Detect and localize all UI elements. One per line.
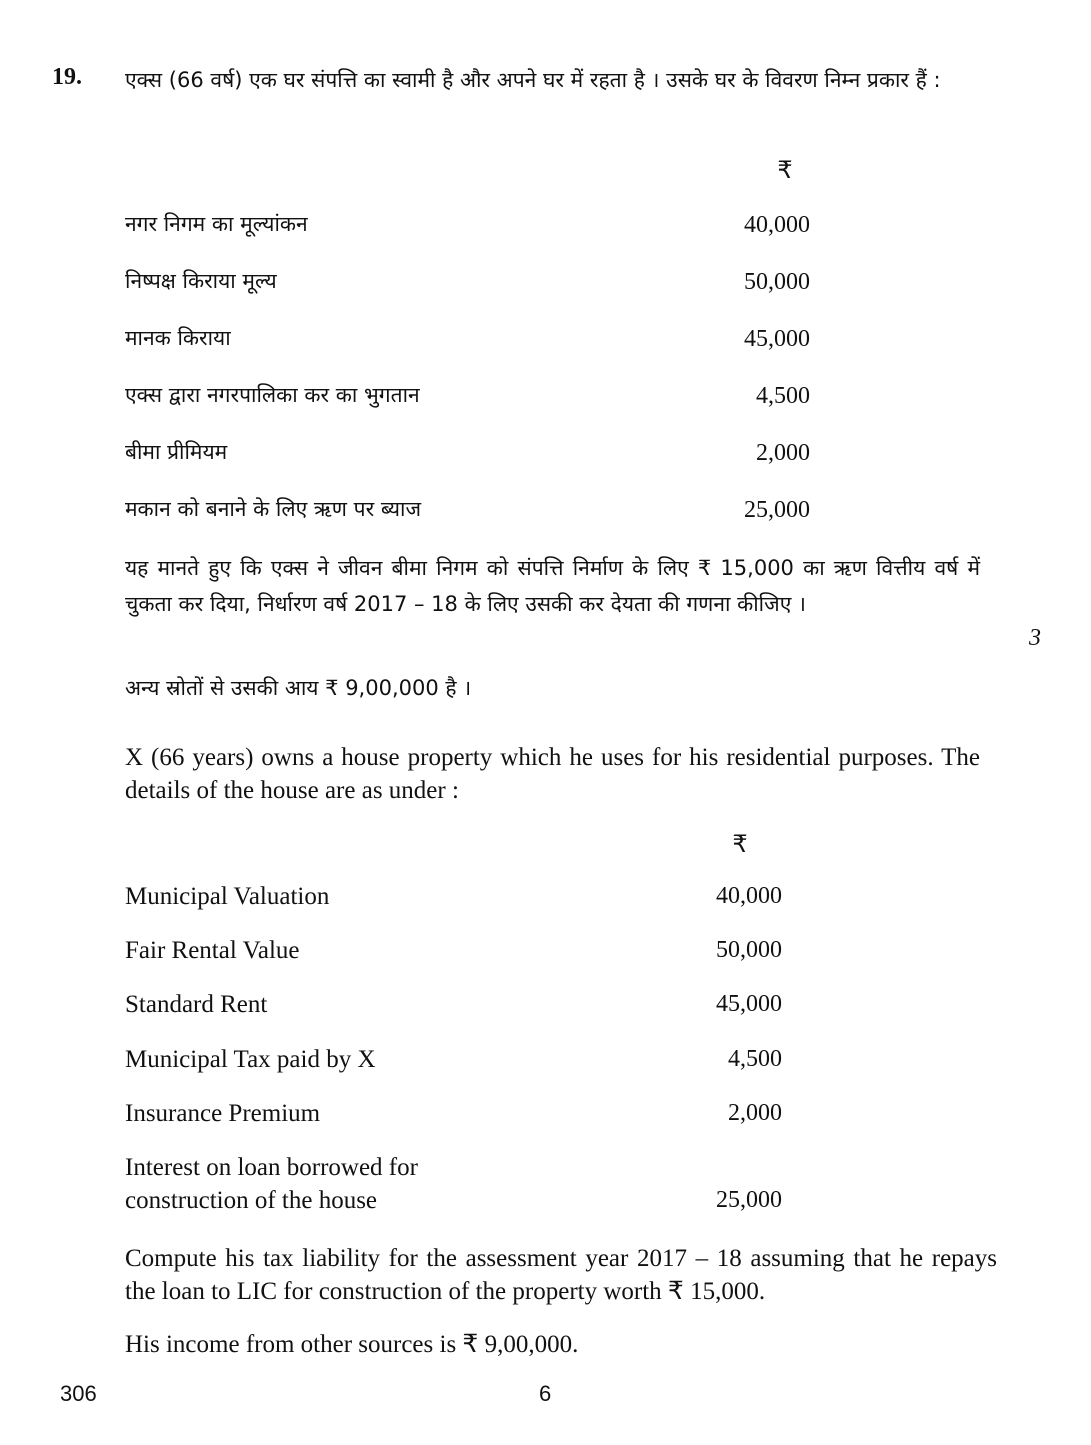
hindi-row-amount: 4,500 — [756, 383, 810, 409]
marks: 3 — [1029, 625, 1041, 651]
english-row-amount: 50,000 — [716, 937, 782, 963]
hindi-row-amount: 25,000 — [744, 497, 810, 523]
english-row-label: Insurance Premium — [125, 1100, 321, 1127]
english-intro: X (66 years) owns a house property which he uses for his residential purposes. The details of the house are as under : — [125, 744, 980, 804]
english-currency-header: ₹ — [732, 832, 748, 858]
hindi-row-label: एक्स द्वारा नगरपालिका कर का भुगतान — [125, 383, 420, 407]
english-row-label-continued: construction of the house — [125, 1187, 378, 1214]
hindi-row-label: नगर निगम का मूल्यांकन — [125, 212, 308, 236]
hindi-row-label: मकान को बनाने के लिए ऋण पर ब्याज — [125, 497, 422, 521]
hindi-row-label: बीमा प्रीमियम — [125, 440, 228, 464]
hindi-row-label: मानक किराया — [125, 326, 231, 350]
hindi-other-income: अन्य स्रोतों से उसकी आय ₹ 9,00,000 है । — [125, 676, 472, 700]
english-row-amount: 40,000 — [716, 883, 782, 909]
english-row-amount: 45,000 — [716, 991, 782, 1017]
page-number: 6 — [539, 1381, 552, 1406]
english-row-amount: 25,000 — [716, 1187, 782, 1213]
english-row-amount: 4,500 — [728, 1046, 782, 1072]
english-row-label: Municipal Valuation — [125, 883, 330, 910]
question-number: 19. — [52, 64, 82, 90]
paper-code: 306 — [60, 1381, 97, 1406]
english-row-label: Municipal Tax paid by X — [125, 1046, 376, 1073]
hindi-row-amount: 2,000 — [756, 440, 810, 466]
english-row-label: Standard Rent — [125, 991, 268, 1018]
english-other-income: His income from other sources is ₹ 9,00,000. — [125, 1331, 579, 1358]
hindi-question: यह मानते हुए कि एक्स ने जीवन बीमा निगम को संपत्ति निर्माण के लिए ₹ 15,000 का ऋण वित्तीय वर्ष में चुकता कर दिया, निर्धारण वर्ष 2017 – 18 के लिए उसकी कर देयता की गणना कीजिए । — [125, 556, 980, 616]
hindi-currency-header: ₹ — [777, 158, 793, 184]
hindi-row-amount: 50,000 — [744, 269, 810, 295]
hindi-row-label: निष्पक्ष किराया मूल्य — [125, 269, 277, 293]
hindi-row-amount: 40,000 — [744, 212, 810, 238]
english-row-label: Fair Rental Value — [125, 937, 300, 964]
english-row-label: Interest on loan borrowed for — [125, 1154, 418, 1181]
english-row-amount: 2,000 — [728, 1100, 782, 1126]
hindi-row-amount: 45,000 — [744, 326, 810, 352]
english-question: Compute his tax liability for the assessment year 2017 – 18 assuming that he repays the loan to LIC for construction of the property worth ₹ 15,000. — [125, 1245, 997, 1305]
hindi-intro: एक्स (66 वर्ष) एक घर संपत्ति का स्वामी है और अपने घर में रहता है । उसके घर के विवरण निम्न प्रकार हैं : — [125, 68, 941, 92]
